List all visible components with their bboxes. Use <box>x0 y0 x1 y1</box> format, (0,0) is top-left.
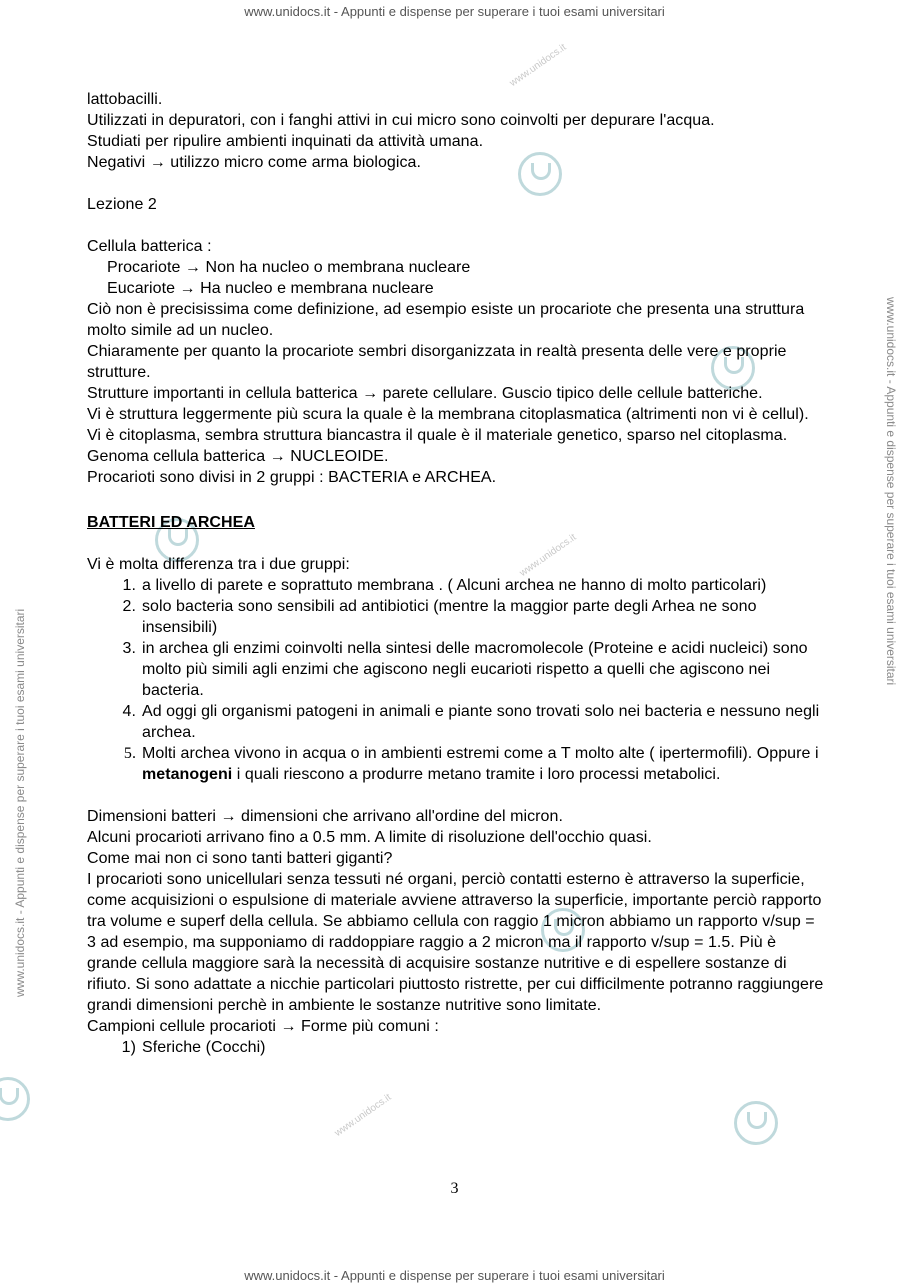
list-item <box>87 575 827 596</box>
list-item <box>87 596 827 638</box>
paragraph: Dimensioni batteri → dimensioni che arrivano all'ordine del micron. <box>87 808 563 825</box>
paragraph: Ciò non è precisissima come definizione, ad esempio esiste un procariote che presenta una struttura molto simile ad un nucleo. <box>87 301 805 339</box>
paragraph: Negativi → utilizzo micro come arma biologica. <box>87 154 421 171</box>
footer-banner: www.unidocs.it - Appunti e dispense per superare i tuoi esami universitari <box>244 1268 665 1283</box>
bold-term: metanogeni <box>142 766 233 783</box>
cell-title: Cellula batterica : <box>87 238 212 255</box>
list-item <box>87 638 827 701</box>
shapes-list <box>87 1037 827 1058</box>
paragraph: Studiati per ripulire ambienti inquinati da attività umana. <box>87 133 484 150</box>
list-number: 5. <box>123 745 136 762</box>
differences-list <box>87 575 827 785</box>
section-heading: BATTERI ED ARCHEA <box>87 514 255 531</box>
cell-type-item: Eucariote → Ha nucleo e membrana nucleare <box>107 280 434 297</box>
watermark-text: www.unidocs.it <box>332 1092 394 1139</box>
list-item <box>87 701 827 743</box>
paragraph: Chiaramente per quanto la procariote sembri disorganizzata in realtà presenta delle vere e proprie strutture. <box>87 343 787 381</box>
list-item-text: Sferiche (Cocchi) <box>142 1039 266 1056</box>
paragraph: Strutture importanti in cellula batterica → parete cellulare. Guscio tipico delle cellule batteriche. <box>87 385 763 402</box>
list-number: 4. <box>122 703 136 720</box>
paragraph: Campioni cellule procarioti → Forme più comuni : <box>87 1018 439 1035</box>
list-item-text: Molti archea vivono in acqua o in ambienti estremi come a T molto alte ( ipertermofili). Oppure i <box>142 745 819 762</box>
list-item <box>87 1037 827 1058</box>
list-item-text: i quali riescono a produrre metano tramite i loro processi metabolici. <box>232 766 721 783</box>
right-side-banner: www.unidocs.it - Appunti e dispense per superare i tuoi esami universitari <box>884 297 898 686</box>
watermark-text: www.unidocs.it <box>517 532 579 579</box>
paragraph: Vi è struttura leggermente più scura la quale è la membrana citoplasmatica (altrimenti non vi è cellul). Vi è citoplasma, sembra struttura biancastra il quale è il materiale genetico, sparso nel citoplasma. Genoma cellula batterica → NUCLEOIDE. <box>87 406 809 465</box>
watermark-logo-icon <box>0 1077 30 1121</box>
paragraph: Procarioti sono divisi in 2 gruppi : BACTERIA e ARCHEA. <box>87 469 497 486</box>
list-item-text: solo bacteria sono sensibili ad antibiotici (mentre la maggior parte degli Arhea ne sono insensibili) <box>142 598 757 636</box>
header-banner: www.unidocs.it - Appunti e dispense per superare i tuoi esami universitari <box>244 4 665 19</box>
watermark-logo-icon <box>734 1101 778 1145</box>
list-number: 1) <box>121 1039 136 1056</box>
list-item-text: a livello di parete e soprattuto membrana . ( Alcuni archea ne hanno di molto particolari) <box>142 577 767 594</box>
left-side-banner: www.unidocs.it - Appunti e dispense per superare i tuoi esami universitari <box>13 608 27 997</box>
paragraph: Alcuni procarioti arrivano fino a 0.5 mm. A limite di risoluzione dell'occhio quasi. <box>87 829 652 846</box>
lesson-title: Lezione 2 <box>87 196 157 213</box>
paragraph: lattobacilli. <box>87 91 163 108</box>
list-item-text: Ad oggi gli organismi patogeni in animali e piante sono trovati solo nei bacteria e nessuno negli archea. <box>142 703 820 741</box>
list-number: 3. <box>122 640 136 657</box>
list-number: 2. <box>122 598 136 615</box>
list-item-text: in archea gli enzimi coinvolti nella sintesi delle macromolecole (Proteine e acidi nucleici) sono molto più simili agli enzimi che agiscono negli eucarioti rispetto a quelli che agiscono nei bacteria. <box>142 640 808 699</box>
list-number: 1. <box>122 577 136 594</box>
paragraph: Vi è molta differenza tra i due gruppi: <box>87 556 350 573</box>
paragraph: Utilizzati in depuratori, con i fanghi attivi in cui micro sono coinvolti per depurare l'acqua. <box>87 112 715 129</box>
cell-type-item: Procariote → Non ha nucleo o membrana nucleare <box>107 259 471 276</box>
page-number: 3 <box>450 1180 459 1197</box>
paragraph: Come mai non ci sono tanti batteri giganti? <box>87 850 393 867</box>
document-body <box>87 89 827 1058</box>
watermark-text: www.unidocs.it <box>507 42 569 89</box>
paragraph: I procarioti sono unicellulari senza tessuti né organi, perciò contatti esterno è attraverso la superficie, come acquisizioni o espulsione di materiale avviene attraverso la superficie, importante perciò rapporto tra volume e superf della cellula. Se abbiamo cellula con raggio 1 micron abbiamo un rapporto v/sup = 3 ad esempio, ma supponiamo di raddoppiare raggio a 2 micron ma il rapporto v/sup = 1.5. Più è grande cellula maggiore sarà la necessità di acquisire sostanze nutritive e di espellere sostanze di rifiuto. Si sono adattate a nicchie particolari piuttosto ristrette, per cui difficilmente potranno raggiungere grandi dimensioni perchè in ambiente le sostanze nutritive sono limitate. <box>87 871 824 1014</box>
list-item <box>87 743 827 785</box>
